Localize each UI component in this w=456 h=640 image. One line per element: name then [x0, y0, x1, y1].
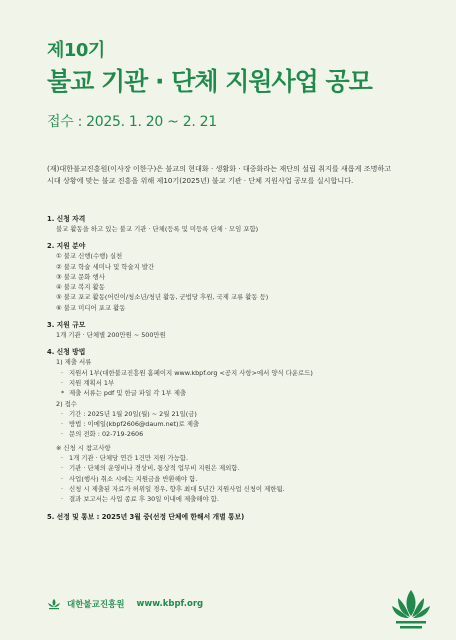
note-item: 기관 · 단체의 운영비나 경상비, 통상적 업무비 지원은 제외함.: [69, 464, 240, 473]
note-item: 1개 기관 · 단체당 연간 1건만 지원 가능함.: [69, 454, 189, 463]
note-item: 결과 보고서는 사업 종료 후 30일 이내에 제출해야 함.: [69, 495, 219, 504]
bullet-icon: ·: [61, 378, 64, 387]
reception-item: 기간 : 2025년 1월 20일(월) ~ 2월 21일(금): [69, 409, 197, 418]
note-item: 신청 시 제출된 자료가 허위일 경우, 향후 최대 5년간 지원사업 신청이 제한됨.: [69, 484, 285, 493]
footer: [47, 598, 203, 610]
bullet-icon: ·: [61, 368, 64, 377]
org-website-link[interactable]: www.kbpf.org: [136, 599, 204, 609]
org-name: 대한불교진흥원: [67, 600, 125, 610]
document-item: 제출 서류는 pdf 및 한글 파일 각 1부 제출: [69, 389, 187, 398]
section-title: 1. 신청 자격: [47, 215, 86, 223]
section-title: 2. 지원 분야: [47, 242, 86, 251]
bullet-icon: ·: [61, 454, 64, 463]
bullet-icon: ·: [61, 420, 64, 429]
section-title: 4. 신청 방법: [47, 348, 86, 357]
section-eligibility: [47, 214, 427, 234]
asterisk-icon: *: [61, 389, 65, 398]
bullet-icon: ·: [61, 464, 64, 473]
section-support-scale: [47, 320, 427, 340]
section-support-fields: [47, 241, 427, 313]
field-item: ⑥ 불교 미디어 포교 활동: [56, 303, 126, 312]
announcement-sections: [47, 214, 427, 529]
subsection-title: 2) 접수: [56, 399, 77, 408]
reception-item: 방법 : 이메일(kbpf2606@daum.net)로 제출: [69, 420, 200, 429]
intro-line: (재)대한불교진흥원(이사장 이한구)은 불교의 현대화 · 생활화 · 대중화라는 재단의 설립 취지를 새롭게 조명하고: [47, 164, 392, 173]
field-item: ④ 불교 복지 활동: [56, 283, 105, 292]
intro-line: 시대 상황에 맞는 불교 진흥을 위해 제10기(2025년) 불교 기관 · 단체 지원사업 공모를 실시합니다.: [47, 175, 354, 185]
subsection-title: 1) 제출 서류: [56, 358, 92, 367]
bullet-icon: ·: [61, 474, 64, 483]
section-line: 불교 활동을 하고 있는 불교 기관 · 단체(등록 및 미등록 단체 · 모임 포함): [56, 225, 259, 233]
document-item: 지원서 1부(대한불교진흥원 홈페이지 www.kbpf.org <공지 사항>에서 양식 다운로드): [69, 368, 313, 377]
field-item: ⑤ 불교 포교 활동(어린이/청소년/청년 활동, 군법당 후원, 국제 교류 활동 등): [56, 293, 269, 302]
org-logo-icon: [47, 598, 61, 610]
field-item: ② 불교 학술 세미나 및 학술지 발간: [56, 262, 155, 271]
reception-item: 문의 전화 : 02-719-2606: [69, 430, 144, 439]
application-period: 접수 : 2025. 1. 20 ~ 2. 21: [47, 114, 217, 130]
section-application-method: [47, 347, 427, 504]
field-item: ③ 불교 문화 행사: [56, 272, 105, 281]
bullet-icon: ·: [61, 484, 64, 493]
lotus-icon: [390, 586, 432, 630]
notes-title: ※ 신청 시 참고사항: [56, 443, 111, 452]
section-title: 5. 선정 및 통보 : 2025년 3월 중(선정 단체에 한해서 개별 통보): [47, 512, 245, 521]
intro-paragraph: [47, 163, 427, 186]
bullet-icon: ·: [61, 409, 64, 418]
section-selection: [47, 512, 427, 522]
bullet-icon: ·: [61, 430, 64, 439]
field-item: ① 불교 신행(수행) 실천: [56, 252, 123, 261]
bullet-icon: ·: [61, 495, 64, 504]
note-item: 사업(행사) 취소 시에는 지원금을 반환해야 함.: [69, 474, 198, 483]
section-line: 1개 기관 · 단체별 200만원 ~ 500만원: [56, 331, 166, 340]
document-item: 지원 계획서 1부: [69, 378, 115, 387]
edition-label: 제10기: [47, 40, 105, 61]
section-title: 3. 지원 규모: [47, 321, 86, 330]
page-title: 불교 기관 · 단체 지원사업 공모: [47, 67, 372, 96]
